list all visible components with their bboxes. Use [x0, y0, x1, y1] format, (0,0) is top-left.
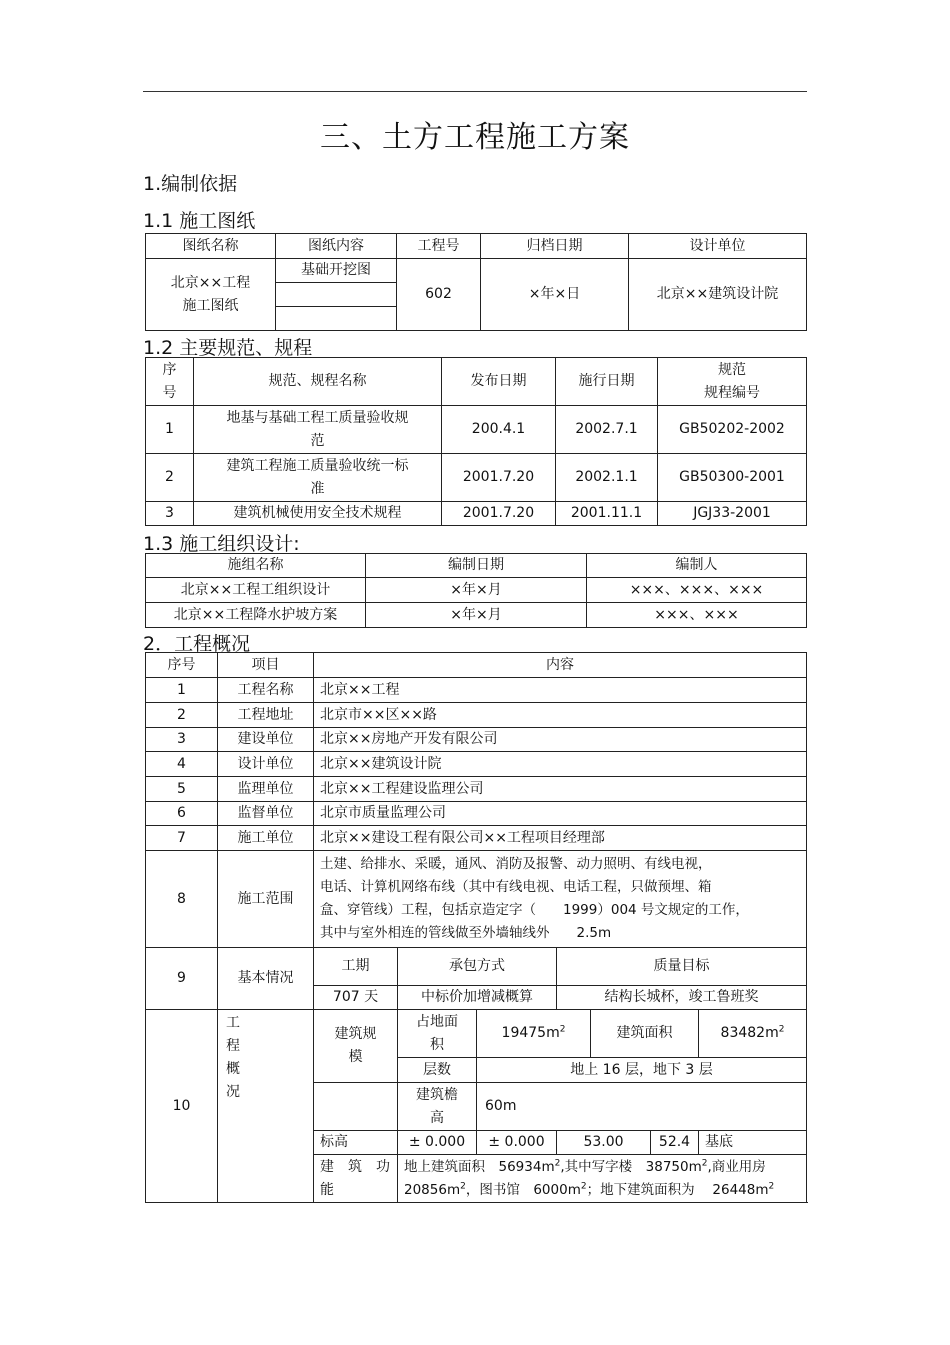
norm-name: [194, 406, 442, 454]
elevation-value: ± 0.000: [398, 1131, 477, 1155]
function-text: ,商业用房: [707, 1158, 766, 1175]
land-area-number: 19475m: [501, 1025, 560, 1041]
col-header-norm-name: 规范、规程名称: [194, 358, 442, 406]
floors-label: 层数: [398, 1058, 477, 1083]
overview-seq: 8: [146, 851, 218, 948]
table-row: [146, 728, 807, 752]
period-header: 工期: [314, 948, 398, 986]
function-line: [404, 1179, 803, 1202]
overview-content: 北京××房地产开发有限公司: [314, 728, 807, 752]
overview-content: 北京市质量监理公司: [314, 802, 807, 826]
quality-header: 质量目标: [557, 948, 807, 986]
overview-seq: 1: [146, 678, 218, 703]
norm-code: JGJ33-2001: [658, 502, 807, 526]
norm-name-line1: 建筑工程施工质量验收统一标: [226, 457, 409, 474]
superscript: 2: [460, 1181, 466, 1191]
org-design-table: [145, 553, 807, 628]
col-header-compile-date: 编制日期: [366, 554, 587, 578]
function-line: [404, 1156, 803, 1179]
norms-table: [145, 357, 807, 526]
norm-publish-date: 2001.7.20: [442, 502, 556, 526]
eave-empty: [314, 1083, 398, 1131]
plan-date: ×年×月: [366, 578, 587, 603]
function-label: [314, 1155, 398, 1203]
col-header-design-unit: 设计单位: [629, 234, 807, 259]
drawings-table: [145, 233, 807, 331]
overview-seq: 3: [146, 728, 218, 752]
col-header-effective-date: 施行日期: [556, 358, 658, 406]
period-value: 707 天: [314, 986, 398, 1010]
col-header-project-no: 工程号: [397, 234, 481, 259]
quality-value: 结构长城杯，竣工鲁班奖: [557, 986, 807, 1010]
section-2-heading: 2．工程概况: [143, 633, 251, 655]
norm-name-line2: 范: [310, 432, 325, 449]
drawing-name-line1: 北京××工程: [170, 274, 251, 291]
norm-publish-date: 2001.7.20: [442, 454, 556, 502]
superscript: 2: [701, 1158, 708, 1168]
overview-seq: 7: [146, 826, 218, 851]
function-text: ,其中写字楼 38750m: [560, 1158, 702, 1175]
overview-item-vertical: [218, 1010, 314, 1203]
archive-date-cell: ×年×日: [481, 259, 629, 331]
function-text: 地上建筑面积 56934m: [404, 1158, 555, 1175]
scale-label: [314, 1010, 398, 1083]
norm-seq: 3: [146, 502, 194, 526]
scope-line: 其中与室外相连的管线做至外墙轴线外 2.5m: [320, 925, 612, 941]
superscript: 2: [580, 1181, 587, 1191]
item-char: 况: [226, 1084, 240, 1100]
table-row: [146, 851, 807, 948]
overview-item: 监督单位: [218, 802, 314, 826]
drawing-content-empty: [276, 283, 397, 307]
overview-item: 设计单位: [218, 752, 314, 777]
table-row: [146, 802, 807, 826]
table-row: [146, 454, 807, 502]
overview-content: 北京市××区××路: [314, 703, 807, 728]
function-text: 20856m: [404, 1181, 461, 1198]
section-1-3-heading: 1.3 施工组织设计:: [143, 533, 300, 555]
section-1-1-heading: 1.1 施工图纸: [143, 210, 256, 232]
drawing-content-cell: 基础开挖图: [276, 259, 397, 283]
col-header-seq: [146, 358, 194, 406]
norm-effective-date: 2001.11.1: [556, 502, 658, 526]
norm-publish-date: 200.4.1: [442, 406, 556, 454]
col-header-archive-date: 归档日期: [481, 234, 629, 259]
scale-label-line: 模: [348, 1049, 363, 1065]
plan-name: 北京××工程工组织设计: [146, 578, 366, 603]
table-row: [146, 578, 807, 603]
function-label-line: 建 筑 功: [320, 1158, 390, 1175]
contract-header: 承包方式: [398, 948, 557, 986]
contract-value: 中标价加增减概算: [398, 986, 557, 1010]
plan-date: ×年×月: [366, 603, 587, 628]
table-row: [146, 826, 807, 851]
scope-line: 电话、计算机网络布线（其中有线电视、电话工程，只做预埋、箱: [320, 879, 712, 895]
function-label-line: 能: [320, 1181, 334, 1198]
table-row: [146, 777, 807, 802]
build-area-number: 83482m: [720, 1025, 779, 1041]
elevation-label: 标高: [314, 1131, 398, 1155]
build-area-label: 建筑面积: [591, 1010, 699, 1058]
col-header-plan-name: 施组名称: [146, 554, 366, 578]
col-header-content: 内容: [314, 653, 807, 678]
plan-author: ×××、×××: [587, 603, 807, 628]
plan-name: 北京××工程降水护坡方案: [146, 603, 366, 628]
overview-item: 施工单位: [218, 826, 314, 851]
col-header-seq-line2: 号: [162, 384, 177, 401]
item-char: 工: [226, 1015, 240, 1031]
elevation-value: 52.4: [651, 1131, 699, 1155]
overview-content: 北京××建筑设计院: [314, 752, 807, 777]
doc-title: 三、土方工程施工方案: [320, 120, 630, 155]
overview-content: 北京××建设工程有限公司××工程项目经理部: [314, 826, 807, 851]
land-area-label-line: 占地面: [416, 1013, 458, 1030]
item-char: 程: [226, 1038, 240, 1054]
table-row: [146, 752, 807, 777]
elevation-value: ± 0.000: [477, 1131, 557, 1155]
drawing-name-cell: [146, 259, 276, 331]
overview-table: [145, 652, 807, 1203]
build-area-value: [699, 1010, 807, 1058]
superscript: 2: [554, 1158, 561, 1168]
col-header-drawing-content: 图纸内容: [276, 234, 397, 259]
overview-item: 工程名称: [218, 678, 314, 703]
section-1-2-heading: 1.2 主要规范、规程: [143, 337, 313, 359]
col-header-code-line2: 规程编号: [704, 384, 760, 401]
overview-seq: 2: [146, 703, 218, 728]
norm-name: 建筑机械使用安全技术规程: [194, 502, 442, 526]
item-char: 概: [226, 1061, 240, 1077]
table-row: [146, 703, 807, 728]
overview-content: 北京××工程建设监理公司: [314, 777, 807, 802]
land-area-label-line: 积: [430, 1036, 444, 1053]
floors-value: 地上 16 层，地下 3 层: [477, 1058, 807, 1083]
eave-label-line: 建筑檐: [416, 1086, 458, 1103]
superscript: 2: [559, 1024, 566, 1035]
col-header-seq: 序号: [146, 653, 218, 678]
superscript: 2: [778, 1024, 785, 1035]
norm-name-line1: 地基与基础工程工质量验收规: [226, 409, 409, 426]
eave-label-line: 高: [430, 1109, 444, 1126]
overview-seq: 9: [146, 948, 218, 1010]
plan-author: ×××、×××、×××: [587, 578, 807, 603]
construction-scope-text: [314, 851, 807, 948]
table-row: [146, 502, 807, 526]
col-header-code-line1: 规范: [718, 361, 746, 378]
col-header-seq-line1: 序: [162, 361, 177, 378]
scope-line: 盒、穿管线）工程，包括京造定字（ 1999）004 号文规定的工作，: [320, 902, 749, 918]
overview-item: 施工范围: [218, 851, 314, 948]
scope-line: 土建、给排水、采暖，通风、消防及报警、动力照明、有线电视，: [320, 856, 712, 872]
col-header-publish-date: 发布日期: [442, 358, 556, 406]
table-row: [146, 406, 807, 454]
norm-seq: 1: [146, 406, 194, 454]
col-header-author: 编制人: [587, 554, 807, 578]
overview-seq: 5: [146, 777, 218, 802]
table-row: [146, 603, 807, 628]
norm-name: [194, 454, 442, 502]
col-header-item: 项目: [218, 653, 314, 678]
land-area-label: [398, 1010, 477, 1058]
table-row: [146, 678, 807, 703]
norm-seq: 2: [146, 454, 194, 502]
norm-name-line2: 准: [310, 480, 325, 497]
col-header-norm-code: [658, 358, 807, 406]
overview-seq: 4: [146, 752, 218, 777]
eave-value: 60m: [477, 1083, 807, 1131]
overview-item: 监理单位: [218, 777, 314, 802]
eave-label: [398, 1083, 477, 1131]
norm-effective-date: 2002.1.1: [556, 454, 658, 502]
scale-label-line: 建筑规: [334, 1026, 377, 1042]
header-rule: [143, 91, 807, 92]
section-1-heading: 1.编制依据: [143, 173, 238, 195]
function-value: [398, 1155, 807, 1203]
elevation-value: 53.00: [557, 1131, 651, 1155]
overview-item: 建设单位: [218, 728, 314, 752]
base-elevation-label: 基底: [699, 1131, 807, 1155]
col-header-drawing-name: 图纸名称: [146, 234, 276, 259]
function-text: ；地下建筑面积为 26448m: [586, 1181, 769, 1198]
project-no-cell: 602: [397, 259, 481, 331]
overview-seq: 6: [146, 802, 218, 826]
design-unit-cell: 北京××建筑设计院: [629, 259, 807, 331]
norm-code: GB50202-2002: [658, 406, 807, 454]
overview-item: 工程地址: [218, 703, 314, 728]
function-text: ，图书馆 6000m: [465, 1181, 581, 1198]
norm-code: GB50300-2001: [658, 454, 807, 502]
land-area-value: [477, 1010, 591, 1058]
superscript: 2: [768, 1181, 775, 1191]
drawing-content-empty: [276, 307, 397, 331]
overview-item: 基本情况: [218, 948, 314, 1010]
norm-effective-date: 2002.7.1: [556, 406, 658, 454]
overview-content: 北京××工程: [314, 678, 807, 703]
overview-seq: 10: [146, 1010, 218, 1203]
drawing-name-line2: 施工图纸: [182, 297, 239, 314]
